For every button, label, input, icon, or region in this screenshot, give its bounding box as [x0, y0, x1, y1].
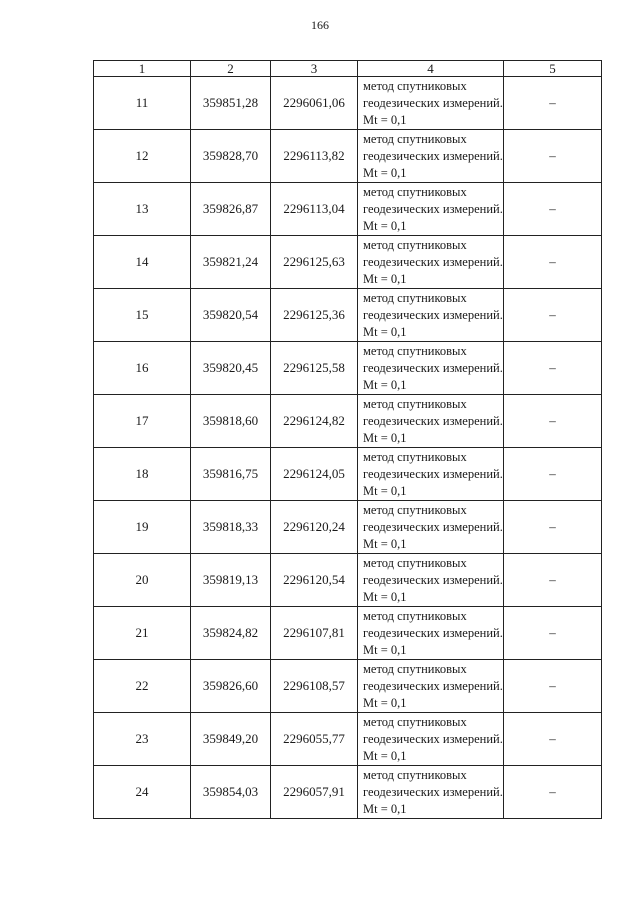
- table-row: [94, 77, 602, 130]
- note-cell: –: [504, 660, 602, 713]
- point-number-cell: 18: [94, 448, 191, 501]
- note-cell: –: [504, 713, 602, 766]
- coord-y-cell: 2296124,05: [271, 448, 358, 501]
- method-cell: метод спутниковых геодезических измерений. Mt = 0,1: [358, 183, 504, 236]
- method-cell: метод спутниковых геодезических измерений. Mt = 0,1: [358, 342, 504, 395]
- coord-y-cell: 2296125,63: [271, 236, 358, 289]
- method-cell: метод спутниковых геодезических измерений. Mt = 0,1: [358, 607, 504, 660]
- table-row: [94, 448, 602, 501]
- table-row: [94, 236, 602, 289]
- coord-y-cell: 2296057,91: [271, 766, 358, 819]
- note-cell: –: [504, 130, 602, 183]
- coord-y-cell: 2296061,06: [271, 77, 358, 130]
- point-number-cell: 19: [94, 501, 191, 554]
- note-cell: –: [504, 607, 602, 660]
- note-cell: –: [504, 395, 602, 448]
- point-number-cell: 23: [94, 713, 191, 766]
- method-cell: метод спутниковых геодезических измерений. Mt = 0,1: [358, 236, 504, 289]
- coord-y-cell: 2296113,82: [271, 130, 358, 183]
- point-number-cell: 17: [94, 395, 191, 448]
- coord-x-cell: 359849,20: [191, 713, 271, 766]
- method-cell: метод спутниковых геодезических измерений. Mt = 0,1: [358, 766, 504, 819]
- point-number-cell: 22: [94, 660, 191, 713]
- header-col-1: 1: [94, 61, 191, 77]
- point-number-cell: 13: [94, 183, 191, 236]
- table-row: [94, 554, 602, 607]
- method-cell: метод спутниковых геодезических измерений. Mt = 0,1: [358, 448, 504, 501]
- coord-x-cell: 359826,60: [191, 660, 271, 713]
- table-row: [94, 766, 602, 819]
- coord-y-cell: 2296125,36: [271, 289, 358, 342]
- note-cell: –: [504, 448, 602, 501]
- coord-x-cell: 359820,54: [191, 289, 271, 342]
- header-col-3: 3: [271, 61, 358, 77]
- table-row: [94, 607, 602, 660]
- note-cell: –: [504, 289, 602, 342]
- header-row: [94, 61, 602, 77]
- coord-y-cell: 2296108,57: [271, 660, 358, 713]
- coord-x-cell: 359854,03: [191, 766, 271, 819]
- note-cell: –: [504, 501, 602, 554]
- note-cell: –: [504, 77, 602, 130]
- coord-x-cell: 359820,45: [191, 342, 271, 395]
- coord-x-cell: 359821,24: [191, 236, 271, 289]
- note-cell: –: [504, 766, 602, 819]
- header-col-2: 2: [191, 61, 271, 77]
- point-number-cell: 16: [94, 342, 191, 395]
- table-body: [94, 77, 602, 819]
- coord-y-cell: 2296107,81: [271, 607, 358, 660]
- coord-x-cell: 359824,82: [191, 607, 271, 660]
- table-row: [94, 713, 602, 766]
- table-row: [94, 660, 602, 713]
- point-number-cell: 12: [94, 130, 191, 183]
- coord-y-cell: 2296055,77: [271, 713, 358, 766]
- table-row: [94, 395, 602, 448]
- method-cell: метод спутниковых геодезических измерений. Mt = 0,1: [358, 289, 504, 342]
- point-number-cell: 24: [94, 766, 191, 819]
- coord-x-cell: 359826,87: [191, 183, 271, 236]
- page-number: 166: [311, 18, 329, 32]
- note-cell: –: [504, 554, 602, 607]
- method-cell: метод спутниковых геодезических измерений. Mt = 0,1: [358, 501, 504, 554]
- table-row: [94, 342, 602, 395]
- point-number-cell: 21: [94, 607, 191, 660]
- method-cell: метод спутниковых геодезических измерений. Mt = 0,1: [358, 130, 504, 183]
- method-cell: метод спутниковых геодезических измерений. Mt = 0,1: [358, 395, 504, 448]
- point-number-cell: 15: [94, 289, 191, 342]
- coord-y-cell: 2296125,58: [271, 342, 358, 395]
- table-row: [94, 183, 602, 236]
- table-row: [94, 289, 602, 342]
- method-cell: метод спутниковых геодезических измерений. Mt = 0,1: [358, 660, 504, 713]
- point-number-cell: 20: [94, 554, 191, 607]
- table-row: [94, 130, 602, 183]
- method-cell: метод спутниковых геодезических измерений. Mt = 0,1: [358, 554, 504, 607]
- coord-x-cell: 359819,13: [191, 554, 271, 607]
- coord-y-cell: 2296124,82: [271, 395, 358, 448]
- coord-x-cell: 359851,28: [191, 77, 271, 130]
- coord-y-cell: 2296120,24: [271, 501, 358, 554]
- coordinates-table: [93, 60, 602, 819]
- header-col-5: 5: [504, 61, 602, 77]
- method-cell: метод спутниковых геодезических измерений. Mt = 0,1: [358, 713, 504, 766]
- point-number-cell: 14: [94, 236, 191, 289]
- coord-y-cell: 2296120,54: [271, 554, 358, 607]
- table-row: [94, 501, 602, 554]
- coord-x-cell: 359828,70: [191, 130, 271, 183]
- coord-x-cell: 359818,60: [191, 395, 271, 448]
- point-number-cell: 11: [94, 77, 191, 130]
- coord-x-cell: 359816,75: [191, 448, 271, 501]
- method-cell: метод спутниковых геодезических измерений. Mt = 0,1: [358, 77, 504, 130]
- coord-x-cell: 359818,33: [191, 501, 271, 554]
- header-col-4: 4: [358, 61, 504, 77]
- coord-y-cell: 2296113,04: [271, 183, 358, 236]
- note-cell: –: [504, 236, 602, 289]
- table-header: [94, 61, 602, 77]
- note-cell: –: [504, 183, 602, 236]
- note-cell: –: [504, 342, 602, 395]
